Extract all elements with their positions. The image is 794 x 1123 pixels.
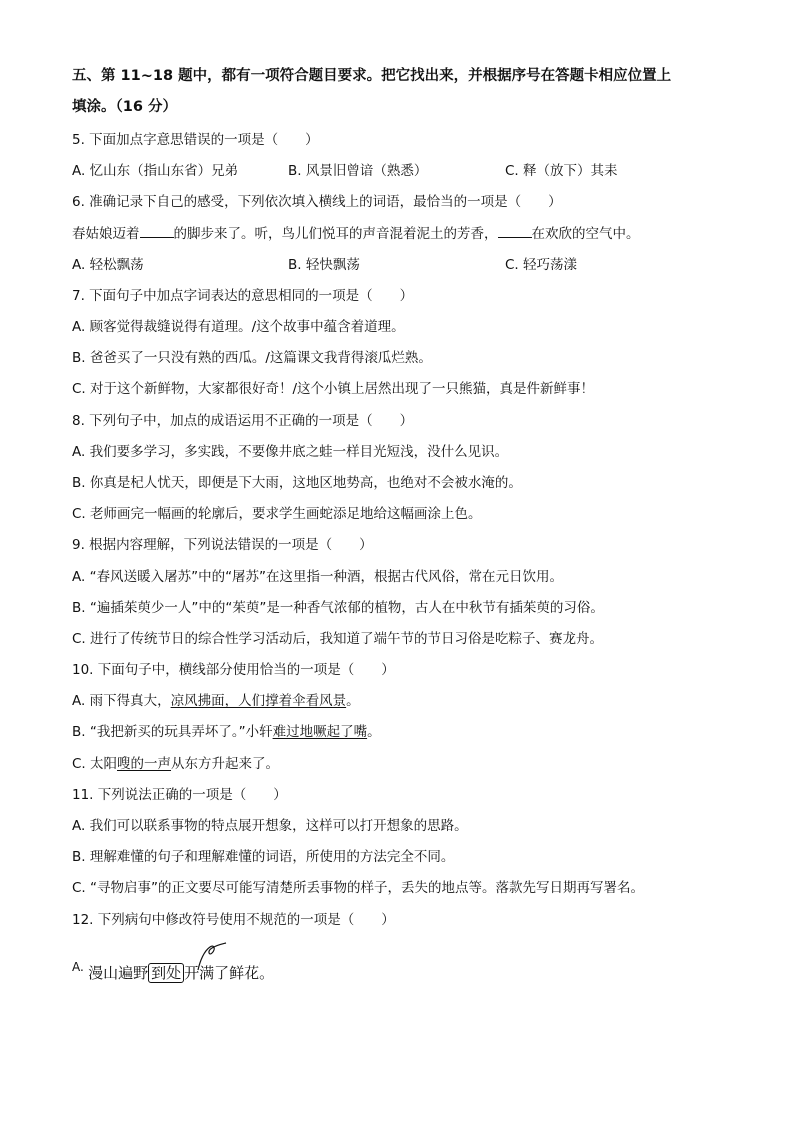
q8-option-b[interactable]: B. 你真是杞人忧天，即便是下大雨，这地区地势高，也绝对不会被水淹的。 [72, 475, 522, 491]
q5-stem: 5. 下面加点字意思错误的一项是（ ） [72, 132, 319, 148]
q10-c-suffix: 从东方升起来了。 [171, 756, 280, 772]
delete-mark-icon [160, 941, 230, 971]
section-heading-line1: 五、第 11~18 题中，都有一项符合题目要求。把它找出来，并根据序号在答题卡相应位置上 [72, 68, 672, 84]
q11-option-b[interactable]: B. 理解难懂的句子和理解难懂的词语，所使用的方法完全不同。 [72, 849, 455, 865]
q12-a-label: A. [72, 960, 84, 974]
section-heading-line2: 填涂。（16 分） [72, 99, 177, 115]
q6-blank-2 [498, 224, 532, 238]
q7-option-a[interactable]: A. 顾客觉得裁缝说得有道理。/这个故事中蕴含着道理。 [72, 319, 405, 335]
q6-sentence [72, 224, 732, 244]
q10-c-underlined: 嗖的一声 [117, 756, 172, 772]
q8-option-c[interactable]: C. 老师画完一幅画的轮廓后，要求学生画蛇添足地给这幅画涂上色。 [72, 506, 482, 522]
q7-stem: 7. 下面句子中加点字词表达的意思相同的一项是（ ） [72, 288, 414, 304]
q10-option-c[interactable] [72, 754, 732, 774]
q6-option-a[interactable]: A. 轻松飘荡 [72, 257, 144, 273]
q12-a-boxed-word: 到处 [148, 963, 184, 983]
q11-stem: 11. 下列说法正确的一项是（ ） [72, 787, 287, 803]
q9-option-a[interactable]: A. “春风送暖入屠苏”中的“屠苏”在这里指一种酒，根据古代风俗，常在元日饮用。 [72, 569, 564, 585]
q10-a-suffix: 。 [346, 693, 360, 709]
q12-a-suffix: 开满了鲜花。 [184, 964, 275, 982]
q10-a-prefix: A. 雨下得真大， [72, 693, 171, 709]
q7-option-c[interactable]: C. 对于这个新鲜物，大家都很好奇！/这个小镇上居然出现了一只熊猫，真是件新鲜事！ [72, 381, 595, 397]
q8-option-a[interactable]: A. 我们要多学习，多实践，不要像井底之蛙一样目光短浅，没什么见识。 [72, 444, 509, 460]
q10-b-suffix: 。 [367, 724, 381, 740]
q9-stem: 9. 根据内容理解，下列说法错误的一项是（ ） [72, 537, 373, 553]
q10-a-underlined: 凉风拂面，人们撑着伞看风景 [170, 693, 347, 709]
q10-b-prefix: B. “我把新买的玩具弄坏了。”小轩 [72, 724, 273, 740]
q11-option-c[interactable]: C. “寻物启事”的正文要尽可能写清楚所丢事物的样子，丢失的地点等。落款先写日期再写署名。 [72, 880, 644, 896]
q10-c-prefix: C. 太阳 [72, 756, 118, 772]
q10-stem: 10. 下面句子中，横线部分使用恰当的一项是（ ） [72, 662, 395, 678]
q11-option-a[interactable]: A. 我们可以联系事物的特点展开想象，这样可以打开想象的思路。 [72, 818, 468, 834]
q8-stem: 8. 下列句子中，加点的成语运用不正确的一项是（ ） [72, 413, 414, 429]
q6-sentence-part1: 春姑娘迈着 [72, 226, 140, 242]
q5-option-b[interactable]: B. 风景旧曾谙（熟悉） [288, 163, 428, 179]
q9-option-b[interactable]: B. “遍插茱萸少一人”中的“茱萸”是一种香气浓郁的植物，古人在中秋节有插茱萸的习俗。 [72, 600, 604, 616]
q10-option-a[interactable] [72, 691, 732, 711]
q12-stem: 12. 下列病句中修改符号使用不规范的一项是（ ） [72, 912, 395, 928]
q7-option-b[interactable]: B. 爸爸买了一只没有熟的西瓜。/这篇课文我背得滚瓜烂熟。 [72, 350, 432, 366]
q12-a-prefix: 漫山遍野 [88, 964, 149, 982]
q6-option-b[interactable]: B. 轻快飘荡 [288, 257, 360, 273]
q6-option-c[interactable]: C. 轻巧荡漾 [505, 257, 578, 273]
q10-option-b[interactable] [72, 722, 732, 742]
q9-option-c[interactable]: C. 进行了传统节日的综合性学习活动后，我知道了端午节的节日习俗是吃粽子、赛龙舟。 [72, 631, 604, 647]
q6-sentence-part3: 在欢欣的空气中。 [531, 226, 640, 242]
q10-b-underlined: 难过地噘起了嘴 [272, 724, 368, 740]
q6-blank-1 [140, 224, 174, 238]
q6-sentence-part2: 的脚步来了。听，鸟儿们悦耳的声音混着泥土的芳香， [173, 226, 498, 242]
q6-stem: 6. 准确记录下自己的感受，下列依次填入横线上的词语，最恰当的一项是（ ） [72, 194, 562, 210]
q5-option-a[interactable]: A. 忆山东（指山东省）兄弟 [72, 163, 239, 179]
q5-option-c[interactable]: C. 释（放下）其耒 [505, 163, 618, 179]
